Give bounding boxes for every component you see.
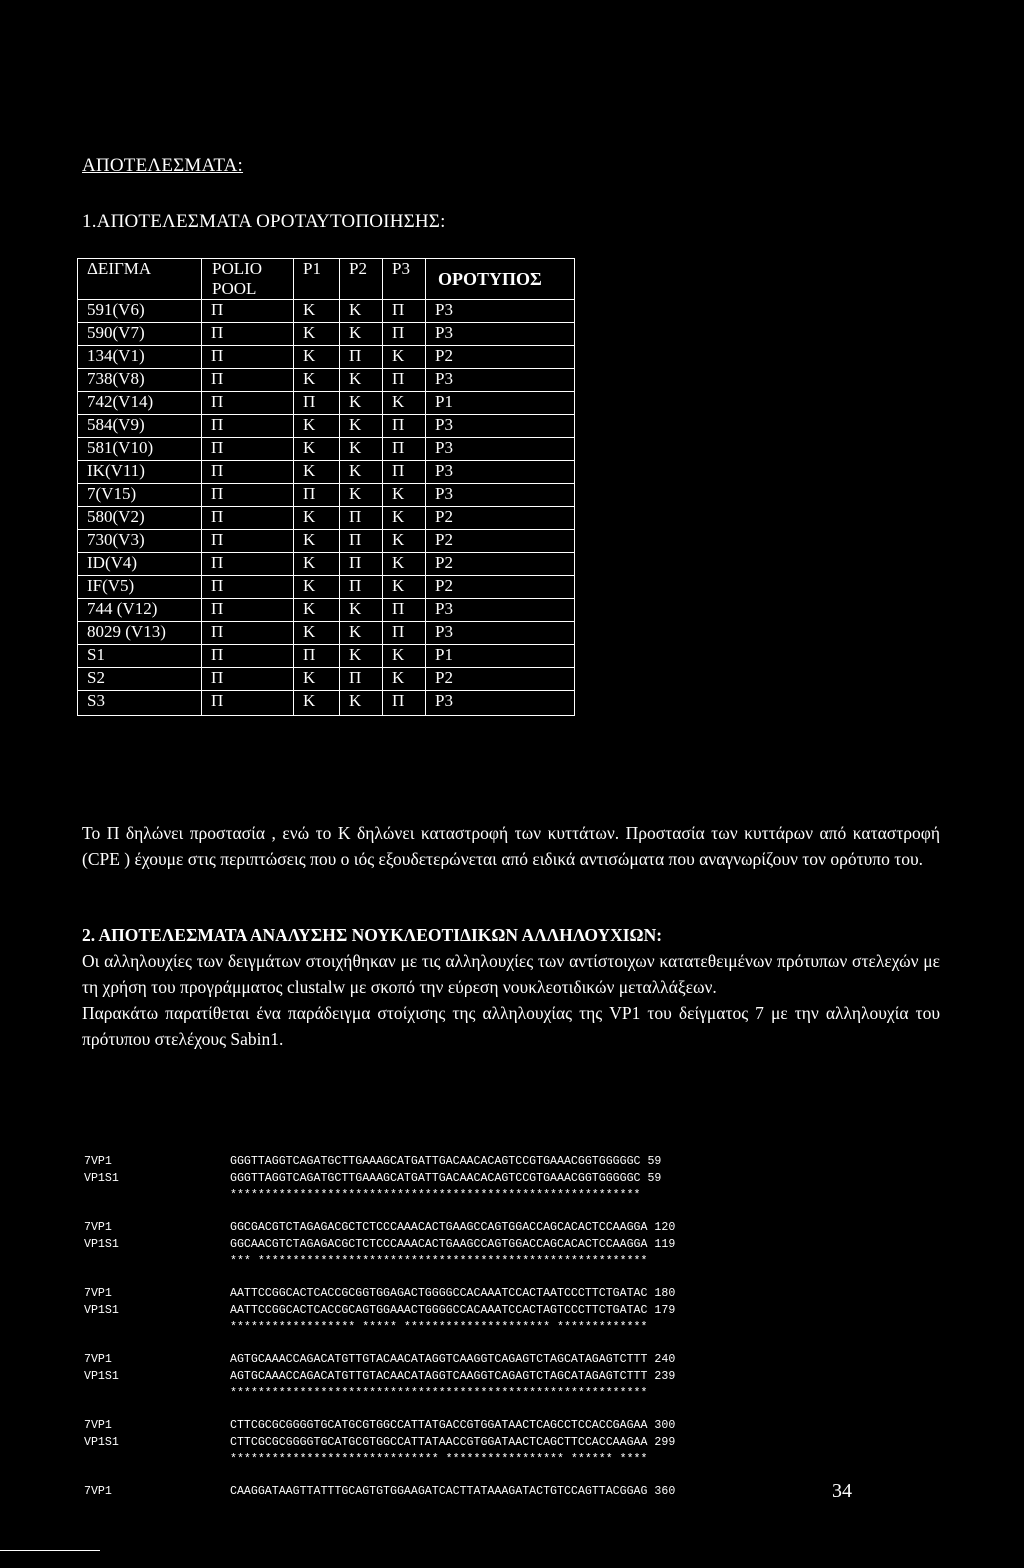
alignment-block — [84, 1219, 675, 1285]
section2-text-2: Παρακάτω παρατίθεται ένα παράδειγμα στοίχισης της αλληλουχίας της VP1 του δείγματος 7 με την αλληλουχία του πρότυπου στελέχους Sabin1. — [82, 1003, 940, 1049]
cell-p2: Π — [340, 576, 383, 599]
table-row — [78, 461, 575, 484]
consensus-marks: *********************************************************** — [230, 1189, 641, 1202]
cell-pool: Π — [202, 691, 294, 716]
table-row — [78, 645, 575, 668]
sequence-text: GGGTTAGGTCAGATGCTTGAAAGCATGATTGACAACACAGTCCGTGAAACGGTGGGGGC 59 — [230, 1155, 662, 1168]
sequence-label: 7VP1 — [84, 1419, 112, 1432]
sequence-text: GGGTTAGGTCAGATGCTTGAAAGCATGATTGACAACACAGTCCGTGAAACGGTGGGGGC 59 — [230, 1172, 662, 1185]
cell-serotype: P1 — [426, 645, 575, 668]
cell-p3: Π — [383, 599, 426, 622]
cell-serotype: P3 — [426, 461, 575, 484]
consensus-line — [84, 1451, 675, 1468]
header-serotype: ΟΡΟΤΥΠΟΣ — [426, 259, 575, 300]
header-p2: P2 — [340, 259, 383, 300]
cell-p2: Κ — [340, 484, 383, 507]
section2 — [82, 922, 940, 1052]
table-row — [78, 438, 575, 461]
sequence-text: CTTCGCGCGGGGTGCATGCGTGGCCATTATGACCGTGGATAACTCAGCCTCCACCGAGAA 300 — [230, 1419, 676, 1432]
cell-p1: Κ — [294, 622, 340, 645]
sequence-line — [84, 1236, 675, 1253]
cell-pool: Π — [202, 599, 294, 622]
sequence-line — [84, 1219, 675, 1236]
sequence-label: 7VP1 — [84, 1221, 112, 1234]
cell-serotype: P3 — [426, 369, 575, 392]
sequence-label: VP1S1 — [84, 1436, 119, 1449]
table-row — [78, 576, 575, 599]
sequence-label: VP1S1 — [84, 1370, 119, 1383]
cell-p1: Κ — [294, 323, 340, 346]
cell-p2: Κ — [340, 392, 383, 415]
sequence-label: VP1S1 — [84, 1304, 119, 1317]
sequence-text: CTTCGCGCGGGGTGCATGCGTGGCCATTATAACCGTGGATAACTCAGCTTCCACCAAGAA 299 — [230, 1436, 676, 1449]
cell-p1: Κ — [294, 576, 340, 599]
cell-sample: 730(V3) — [78, 530, 202, 553]
sequence-line — [84, 1285, 675, 1302]
cell-p3: Π — [383, 415, 426, 438]
cell-p1: Κ — [294, 300, 340, 323]
block-gap — [84, 1204, 675, 1219]
cell-p3: Κ — [383, 530, 426, 553]
consensus-marks: ****************** ***** ********************* ************* — [230, 1321, 648, 1334]
sequence-text: AATTCCGGCACTCACCGCAGTGGAAACTGGGGCCACAAATCCACTAGTCCCTTCTGATAC 179 — [230, 1304, 676, 1317]
sequence-label: VP1S1 — [84, 1172, 119, 1185]
cell-p1: Κ — [294, 369, 340, 392]
sequence-label: 7VP1 — [84, 1155, 112, 1168]
alignment-block — [84, 1153, 675, 1219]
cell-p3: Π — [383, 438, 426, 461]
cell-serotype: P1 — [426, 392, 575, 415]
cell-pool: Π — [202, 346, 294, 369]
cell-sample: 590(V7) — [78, 323, 202, 346]
cell-p1: Π — [294, 484, 340, 507]
consensus-spacer — [84, 1451, 230, 1468]
cell-sample: 591(V6) — [78, 300, 202, 323]
cell-p2: Κ — [340, 438, 383, 461]
header-sample: ΔΕΙΓΜΑ — [78, 259, 202, 300]
cell-p2: Κ — [340, 691, 383, 716]
cell-p1: Κ — [294, 553, 340, 576]
cell-sample: 581(V10) — [78, 438, 202, 461]
consensus-marks: ************************************************************ — [230, 1387, 648, 1400]
cell-pool: Π — [202, 461, 294, 484]
block-gap — [84, 1468, 675, 1483]
cell-p1: Κ — [294, 599, 340, 622]
cell-pool: Π — [202, 668, 294, 691]
cell-p3: Κ — [383, 553, 426, 576]
cell-p3: Π — [383, 300, 426, 323]
consensus-marks: *** ******************************************************** — [230, 1255, 648, 1268]
cell-p1: Κ — [294, 346, 340, 369]
cell-p3: Κ — [383, 484, 426, 507]
cell-sample: 738(V8) — [78, 369, 202, 392]
cell-serotype: P2 — [426, 553, 575, 576]
cell-sample: IK(V11) — [78, 461, 202, 484]
cell-pool: Π — [202, 530, 294, 553]
consensus-spacer — [84, 1253, 230, 1270]
cell-serotype: P3 — [426, 438, 575, 461]
cell-p2: Κ — [340, 323, 383, 346]
cell-p3: Π — [383, 369, 426, 392]
legend-paragraph: Το Π δηλώνει προστασία , ενώ το Κ δηλώνει καταστροφή των κυττάτων. Προστασία των κυττάρων από καταστροφή (CPE ) έχουμε στις περιπτώσεις που ο ιός εξουδετερώνεται από ειδικά αντισώματα που αναγνωρίζουν τον ορότυπο του. — [82, 823, 940, 869]
header-p1: P1 — [294, 259, 340, 300]
alignment-block — [84, 1483, 675, 1500]
cell-serotype: P3 — [426, 300, 575, 323]
footer-rule — [0, 1550, 100, 1551]
consensus-line — [84, 1385, 675, 1402]
cell-p3: Κ — [383, 645, 426, 668]
cell-p3: Π — [383, 323, 426, 346]
cell-sample: IF(V5) — [78, 576, 202, 599]
cell-p2: Π — [340, 668, 383, 691]
section2-text-1: Οι αλληλουχίες των δειγμάτων στοιχήθηκαν με τις αλληλουχίες των αντίστοιχων κατατεθειμένων πρότυπων στελεχών με τη χρήση του προγράμματος clustalw με σκοπό την εύρεση νουκλεοτιδικών μεταλλάξεων. — [82, 951, 940, 997]
cell-p1: Κ — [294, 530, 340, 553]
cell-serotype: P3 — [426, 415, 575, 438]
cell-p1: Κ — [294, 438, 340, 461]
table-row — [78, 392, 575, 415]
cell-sample: S1 — [78, 645, 202, 668]
cell-sample: 580(V2) — [78, 507, 202, 530]
cell-serotype: P3 — [426, 323, 575, 346]
cell-pool: Π — [202, 415, 294, 438]
consensus-spacer — [84, 1319, 230, 1336]
cell-p2: Κ — [340, 461, 383, 484]
cell-sample: 8029 (V13) — [78, 622, 202, 645]
alignment-block — [84, 1351, 675, 1417]
cell-pool: Π — [202, 576, 294, 599]
results-heading: ΑΠΟΤΕΛΕΣΜΑΤΑ: — [82, 155, 244, 176]
sequence-line — [84, 1170, 675, 1187]
table-row — [78, 691, 575, 716]
cell-pool: Π — [202, 484, 294, 507]
cell-p1: Κ — [294, 415, 340, 438]
table-row — [78, 622, 575, 645]
alignment-block — [84, 1417, 675, 1483]
sequence-line — [84, 1368, 675, 1385]
consensus-line — [84, 1319, 675, 1336]
cell-serotype: P3 — [426, 599, 575, 622]
cell-p1: Κ — [294, 691, 340, 716]
cell-p2: Π — [340, 346, 383, 369]
cell-serotype: P2 — [426, 576, 575, 599]
cell-pool: Π — [202, 300, 294, 323]
cell-p2: Κ — [340, 300, 383, 323]
cell-sample: 742(V14) — [78, 392, 202, 415]
cell-sample: S2 — [78, 668, 202, 691]
table-row — [78, 484, 575, 507]
cell-sample: S3 — [78, 691, 202, 716]
cell-p3: Κ — [383, 507, 426, 530]
table-row — [78, 599, 575, 622]
sequence-alignment — [84, 1153, 675, 1500]
page-number: 34 — [832, 1480, 852, 1502]
cell-p2: Κ — [340, 415, 383, 438]
sequence-line — [84, 1417, 675, 1434]
sequence-text: GGCGACGTCTAGAGACGCTCTCCCAAACACTGAAGCCAGTGGACCAGCACACTCCAAGGA 120 — [230, 1221, 676, 1234]
cell-sample: 744 (V12) — [78, 599, 202, 622]
cell-p2: Π — [340, 530, 383, 553]
cell-p1: Κ — [294, 668, 340, 691]
cell-p2: Π — [340, 507, 383, 530]
cell-p2: Κ — [340, 622, 383, 645]
sequence-text: GGCAACGTCTAGAGACGCTCTCCCAAACACTGAAGCCAGTGGACCAGCACACTCCAAGGA 119 — [230, 1238, 676, 1251]
cell-serotype: P2 — [426, 507, 575, 530]
serotyping-heading: 1.ΑΠΟΤΕΛΕΣΜΑΤΑ ΟΡΟΤΑΥΤΟΠΟΙΗΣΗΣ: — [82, 211, 446, 232]
cell-pool: Π — [202, 553, 294, 576]
cell-serotype: P2 — [426, 346, 575, 369]
table-row — [78, 346, 575, 369]
sequence-line — [84, 1153, 675, 1170]
consensus-marks: ****************************** ***************** ****** **** — [230, 1453, 648, 1466]
cell-sample: ID(V4) — [78, 553, 202, 576]
table-row — [78, 530, 575, 553]
cell-p3: Π — [383, 691, 426, 716]
cell-pool: Π — [202, 323, 294, 346]
cell-serotype: P2 — [426, 668, 575, 691]
cell-p2: Κ — [340, 645, 383, 668]
section2-title: 2. ΑΠΟΤΕΛΕΣΜΑΤΑ ΑΝΑΛΥΣΗΣ ΝΟΥΚΛΕΟΤΙΔΙΚΩΝ ΑΛΛΗΛΟΥΧΙΩΝ: — [82, 925, 663, 945]
cell-p2: Κ — [340, 599, 383, 622]
cell-p3: Π — [383, 622, 426, 645]
cell-p2: Κ — [340, 369, 383, 392]
serotyping-table — [77, 258, 575, 716]
sequence-text: AATTCCGGCACTCACCGCGGTGGAGACTGGGGCCACAAATCCACTAATCCCTTCTGATAC 180 — [230, 1287, 676, 1300]
consensus-line — [84, 1253, 675, 1270]
cell-p3: Κ — [383, 576, 426, 599]
cell-p1: Π — [294, 645, 340, 668]
block-gap — [84, 1270, 675, 1285]
header-polio-pool — [202, 259, 294, 300]
cell-serotype: P3 — [426, 691, 575, 716]
table-row — [78, 300, 575, 323]
cell-pool: Π — [202, 438, 294, 461]
sequence-line — [84, 1351, 675, 1368]
sequence-label: 7VP1 — [84, 1353, 112, 1366]
table-row — [78, 323, 575, 346]
sequence-label: VP1S1 — [84, 1238, 119, 1251]
header-pool-line2: POOL — [212, 279, 257, 298]
cell-p3: Κ — [383, 346, 426, 369]
cell-serotype: P3 — [426, 484, 575, 507]
table-row — [78, 507, 575, 530]
table-header-row — [78, 259, 575, 300]
consensus-spacer — [84, 1385, 230, 1402]
block-gap — [84, 1402, 675, 1417]
table-body — [78, 300, 575, 716]
sequence-text: AGTGCAAACCAGACATGTTGTACAACATAGGTCAAGGTCAGAGTCTAGCATAGAGTCTTT 240 — [230, 1353, 676, 1366]
cell-serotype: P2 — [426, 530, 575, 553]
cell-p2: Π — [340, 553, 383, 576]
consensus-line — [84, 1187, 675, 1204]
cell-p1: Π — [294, 392, 340, 415]
cell-p1: Κ — [294, 507, 340, 530]
alignment-block — [84, 1285, 675, 1351]
cell-pool: Π — [202, 645, 294, 668]
sequence-line — [84, 1483, 675, 1500]
table-row — [78, 668, 575, 691]
header-pool-line1: POLIO — [212, 259, 263, 278]
block-gap — [84, 1336, 675, 1351]
table-row — [78, 415, 575, 438]
cell-sample: 134(V1) — [78, 346, 202, 369]
sequence-text: AGTGCAAACCAGACATGTTGTACAACATAGGTCAAGGTCAGAGTCTAGCATAGAGTCTTT 239 — [230, 1370, 676, 1383]
table-row — [78, 369, 575, 392]
cell-sample: 584(V9) — [78, 415, 202, 438]
table-row — [78, 553, 575, 576]
cell-serotype: P3 — [426, 622, 575, 645]
cell-p3: Π — [383, 461, 426, 484]
cell-p3: Κ — [383, 392, 426, 415]
sequence-line — [84, 1434, 675, 1451]
consensus-spacer — [84, 1187, 230, 1204]
cell-p3: Κ — [383, 668, 426, 691]
sequence-label: 7VP1 — [84, 1485, 112, 1498]
sequence-text: CAAGGATAAGTTATTTGCAGTGTGGAAGATCACTTATAAAGATACTGTCCAGTTACGGAG 360 — [230, 1485, 676, 1498]
cell-p1: Κ — [294, 461, 340, 484]
cell-pool: Π — [202, 507, 294, 530]
cell-sample: 7(V15) — [78, 484, 202, 507]
cell-pool: Π — [202, 622, 294, 645]
cell-pool: Π — [202, 392, 294, 415]
cell-pool: Π — [202, 369, 294, 392]
sequence-label: 7VP1 — [84, 1287, 112, 1300]
header-p3: P3 — [383, 259, 426, 300]
sequence-line — [84, 1302, 675, 1319]
